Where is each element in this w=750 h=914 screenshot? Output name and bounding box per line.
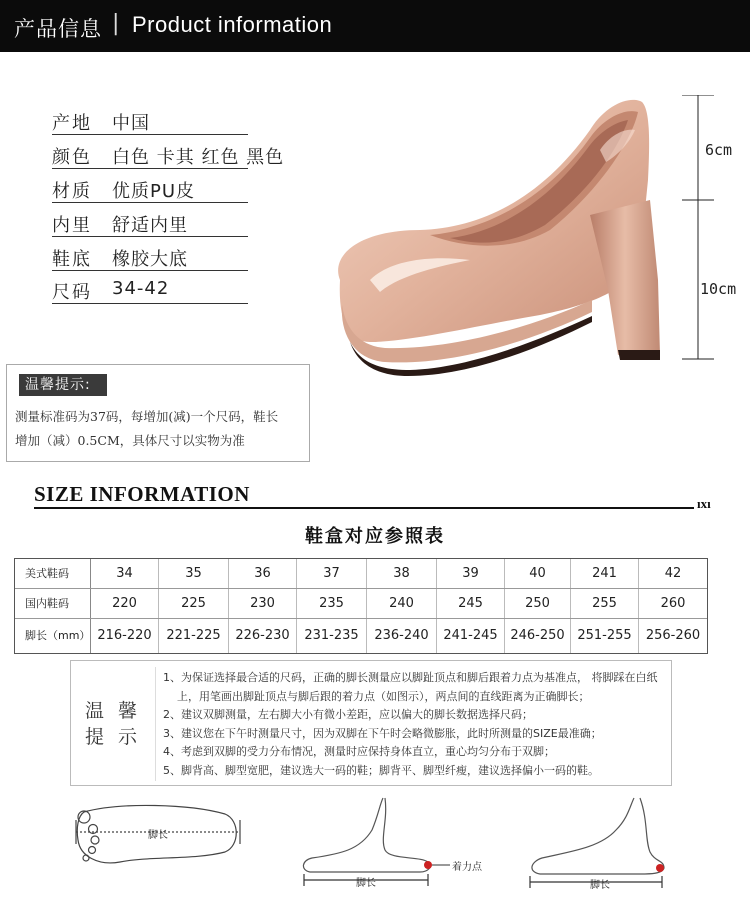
table-cell: 240 — [367, 589, 437, 618]
spec-row-lining — [52, 211, 248, 237]
table-cell: 235 — [297, 589, 367, 618]
row-label: 国内鞋码 — [15, 589, 91, 618]
table-cell: 241 — [571, 559, 639, 588]
heel-height-label: 10cm — [700, 280, 737, 298]
table-cell: 246-250 — [505, 619, 571, 653]
table-cell: 221-225 — [159, 619, 229, 653]
foot-length-label: 脚长 — [590, 880, 610, 891]
table-cell: 37 — [297, 559, 367, 588]
foot-side-view-1 — [303, 798, 430, 886]
measuring-tip-item: 2、建议双脚测量，左右脚大小有微小差距，应以偏大的脚长数据选择尺码； — [163, 708, 533, 721]
foot-length-label: 脚长 — [148, 830, 168, 841]
spec-value: 橡胶大底 — [112, 249, 188, 270]
table-cell: 35 — [159, 559, 229, 588]
table-cell: 241-245 — [437, 619, 505, 653]
table-cell: 236-240 — [367, 619, 437, 653]
platform-height-label: 6cm — [705, 141, 733, 159]
measuring-tip-item: 3、建议您在下午时测量尺寸，因为双脚在下午时会略微膨胀，此时所测量的SIZE最准确； — [163, 726, 602, 740]
size-info-heading: SIZE INFORMATION — [34, 482, 250, 506]
tip-title: 温馨提示: — [19, 374, 107, 396]
tip-line-1: 测量标准码为37码，每增加(减)一个尺码，鞋长 — [15, 409, 279, 424]
table-cell: 245 — [437, 589, 505, 618]
spec-value: 舒适内里 — [112, 215, 188, 236]
table-cell: 42 — [664, 566, 682, 581]
table-cell: 216-220 — [91, 619, 159, 653]
spec-row-origin — [52, 109, 248, 135]
measuring-tip-item: 1、为保证选择最合适的尺码，正确的脚长测量应以脚趾顶点和脚后跟着力点为基准点， 将脚踩在白纸 — [163, 671, 658, 684]
table-cell: 40 — [505, 559, 571, 588]
header-title-zh: 产品信息 — [14, 17, 102, 41]
table-row-cn — [15, 589, 707, 619]
table-cell: 255 — [571, 589, 639, 618]
measuring-tip-item: 5、脚背高、脚型宽肥，建议选大一码的鞋；脚背平、脚型纤瘦，建议选择偏小一码的鞋。 — [163, 763, 599, 777]
foot-length-label: 脚长 — [356, 878, 376, 889]
table-cell: 36 — [229, 559, 297, 588]
table-cell: 39 — [437, 559, 505, 588]
table-cell: 230 — [229, 589, 297, 618]
row-label: 脚长（mm） — [15, 619, 91, 653]
spec-key: 颜色 — [52, 147, 92, 168]
height-measurement — [680, 95, 720, 365]
table-cell: 220 — [91, 589, 159, 618]
table-cell: 231-235 — [297, 619, 367, 653]
size-info-divider — [34, 507, 694, 509]
spec-key: 鞋底 — [52, 249, 92, 270]
measuring-tips-box — [70, 660, 672, 786]
measuring-tips-title-line-1: 温 馨 — [85, 700, 142, 722]
size-table-title: 鞋盒对应参照表 — [305, 526, 445, 547]
size-table — [14, 558, 708, 654]
spec-row-sole — [52, 245, 248, 271]
table-cell: 38 — [367, 559, 437, 588]
table-cell: 226-230 — [229, 619, 297, 653]
table-cell: 34 — [91, 559, 159, 588]
force-point-label: 着力点 — [452, 862, 482, 873]
spec-row-size — [52, 278, 248, 304]
tip-text — [15, 405, 307, 453]
measuring-tips-list — [163, 669, 669, 780]
foot-measurement-diagrams — [0, 790, 750, 914]
table-cell: 225 — [159, 589, 229, 618]
force-point-marker — [424, 861, 432, 869]
spec-value: 中国 — [112, 113, 150, 134]
table-cell: 260 — [660, 596, 686, 611]
spec-key: 产地 — [52, 113, 92, 134]
measuring-tips-title — [85, 698, 145, 750]
spec-row-color — [52, 143, 285, 169]
size-info-mark: ıxı — [697, 496, 711, 511]
tip-line-2: 增加（减）0.5CM，具体尺寸以实物为准 — [15, 433, 245, 448]
spec-value: 34-42 — [112, 278, 170, 299]
measuring-tips-title-line-2: 提 示 — [85, 726, 142, 748]
spec-value: 白色 卡其 红色 黑色 — [112, 147, 285, 168]
spec-key: 内里 — [52, 215, 92, 236]
spec-value: 优质PU皮 — [112, 181, 196, 202]
shoe-image — [300, 80, 670, 380]
table-row-us — [15, 559, 707, 589]
header-separator: | — [112, 11, 120, 36]
table-cell: 250 — [505, 589, 571, 618]
measuring-tip-item: 上，用笔画出脚趾顶点与脚后跟的着力点（如图示），两点间的直线距离为正确脚长； — [177, 689, 590, 703]
table-cell: 256-260 — [645, 628, 701, 643]
tip-box — [6, 364, 310, 462]
product-info-header — [0, 0, 750, 52]
spec-row-material — [52, 177, 248, 203]
row-label: 美式鞋码 — [15, 559, 91, 588]
spec-key: 尺码 — [52, 282, 92, 303]
table-row-foot-length — [15, 619, 707, 653]
measuring-tips-divider — [155, 667, 156, 781]
force-point-marker — [656, 864, 664, 872]
spec-key: 材质 — [52, 181, 92, 202]
table-cell: 251-255 — [571, 619, 639, 653]
foot-side-view-2 — [530, 798, 664, 888]
header-title-en: Product information — [132, 12, 333, 37]
measuring-tip-item: 4、考虑到双脚的受力分布情况，测量时应保持身体直立，重心均匀分布于双脚； — [163, 745, 555, 758]
